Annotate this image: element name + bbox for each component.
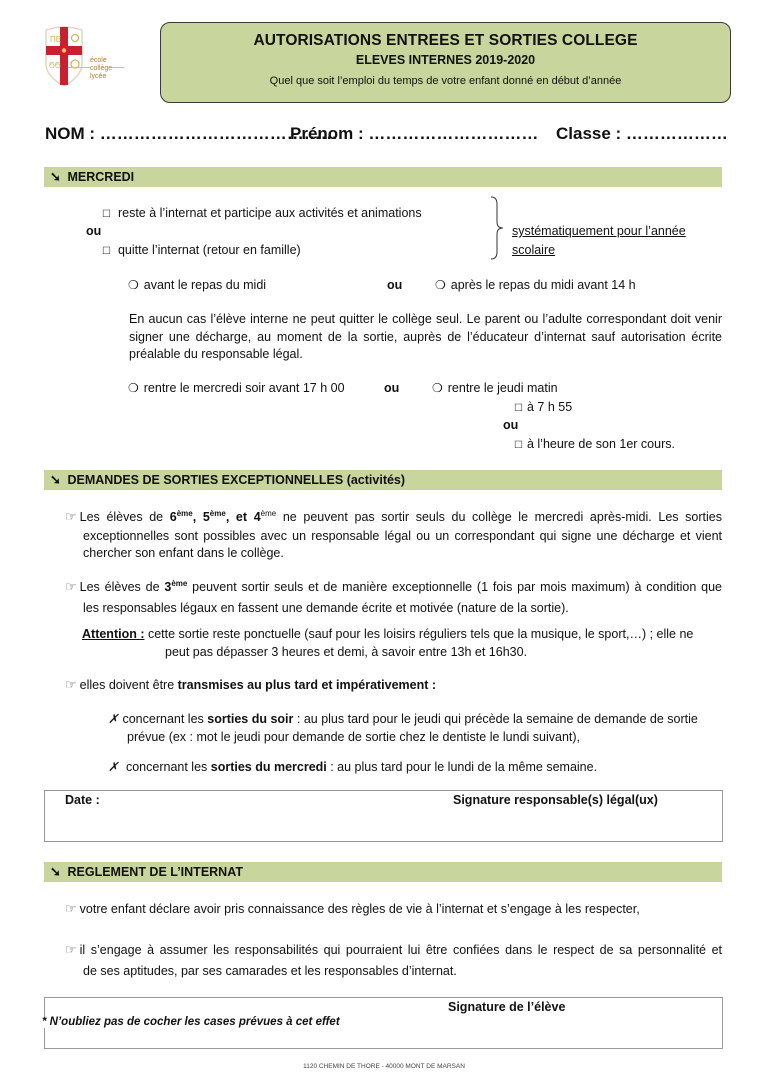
text: : au plus tard pour le jeudi qui précède la semaine de demande de sortie	[293, 712, 698, 726]
pointing-hand-icon: ☞	[65, 509, 77, 525]
pointing-hand-icon: ☞	[65, 677, 77, 692]
mercredi-rule-paragraph: En aucun cas l’élève interne ne peut quitter le collège seul. Le parent ou l’adulte correspondant doit venir signer une décharge, au moment de la sortie, auprès de l’éducateur d’internat sauf autorisation écrite préalable du responsable légal.	[129, 312, 722, 361]
classe-field[interactable]: Classe : ………………	[556, 124, 728, 143]
school-shield-logo-icon	[42, 24, 86, 88]
parent-signature-box[interactable]	[44, 790, 723, 842]
section-reglement-internat	[44, 862, 722, 882]
arrow-down-right-icon: ➘	[50, 864, 61, 879]
radio-apres-repas[interactable]	[435, 278, 636, 292]
pointing-hand-icon: ☞	[65, 901, 77, 916]
rule-3eme	[65, 575, 722, 617]
sep: , et	[225, 510, 254, 525]
document-title: AUTORISATIONS ENTREES ET SORTIES COLLEGE	[253, 32, 638, 49]
pointing-hand-icon: ☞	[65, 942, 77, 957]
radio-avant-repas[interactable]	[128, 278, 266, 292]
or-label: ou	[86, 224, 102, 238]
radio-rentre-jeudi[interactable]	[432, 381, 558, 395]
section-title: MERCREDI	[67, 170, 135, 184]
arrow-down-right-icon: ➘	[50, 169, 61, 184]
text: : au plus tard pour le lundi de la même semaine.	[326, 760, 598, 774]
text-line: chercher son enfant dans le collège.	[83, 546, 284, 561]
text: il s’engage à assumer les responsabilités qui pourraient lui être confiées dans le respect de sa personnalité et	[79, 943, 722, 957]
option-label: avant le repas du midi	[143, 278, 267, 292]
grade-6: 6	[169, 510, 177, 525]
rule-transmission	[65, 677, 436, 693]
parent-signature-label: Signature responsable(s) légal(ux)	[453, 793, 658, 807]
grade-3: 3	[164, 580, 172, 595]
option-premier-cours[interactable]	[514, 437, 675, 451]
section-title: REGLEMENT DE L’INTERNAT	[67, 865, 243, 879]
svg-text:ПЕ: ПЕ	[50, 35, 62, 44]
brace-note-line2: scolaire	[512, 243, 556, 257]
rule-6-5-4	[65, 505, 722, 563]
arrow-down-right-icon: ➘	[50, 472, 61, 487]
checkbox-icon[interactable]: ☐	[102, 209, 111, 220]
text: concernant les	[125, 760, 211, 774]
grade-4: 4	[253, 510, 261, 525]
title-banner	[160, 22, 731, 103]
document-subtitle: ELEVES INTERNES 2019-2020	[355, 53, 536, 67]
option-reste-internat[interactable]	[102, 206, 422, 220]
sup: ème	[209, 509, 226, 518]
radio-icon[interactable]: ❍	[435, 278, 446, 292]
nom-field[interactable]: NOM : ……………………………………	[45, 124, 338, 143]
logo-line-ecole: école	[90, 57, 107, 64]
checkbox-icon[interactable]: ☐	[514, 440, 523, 451]
text: cette sortie reste ponctuelle (sauf pour les loisirs réguliers tels que la musique, le sport,…) ; elle ne	[144, 627, 694, 641]
section-title: DEMANDES DE SORTIES EXCEPTIONNELLES (activités)	[67, 473, 406, 487]
option-label: à l’heure de son 1er cours.	[526, 437, 675, 451]
reminder-note: * N’oubliez pas de cocher les cases prévues à cet effet	[42, 1016, 340, 1028]
rule-responsabilites	[65, 941, 722, 980]
item-sorties-soir	[108, 711, 728, 746]
sup: ème	[171, 579, 188, 588]
curly-brace-icon	[490, 196, 504, 260]
option-label: rentre le jeudi matin	[447, 381, 558, 395]
option-label: à 7 h 55	[526, 400, 573, 414]
option-label: après le repas du midi avant 14 h	[450, 278, 636, 292]
text-line: les responsables légaux en fassent une demande écrite et motivée (nature de la sortie).	[83, 600, 569, 615]
or-label: ou	[387, 278, 403, 292]
cross-mark-icon: ✗	[108, 712, 119, 726]
pointing-hand-icon: ☞	[65, 579, 77, 595]
text-line: de ses aptitudes, par ses camarades et les responsables d’internat.	[83, 963, 457, 978]
text-bold: sorties du mercredi	[210, 760, 327, 774]
section-sorties-exceptionnelles	[44, 470, 722, 490]
option-quitte-internat[interactable]	[102, 243, 301, 257]
logo-line-college: collège	[90, 65, 113, 72]
logo-tagline	[90, 57, 112, 81]
item-sorties-mercredi	[108, 759, 597, 774]
section-mercredi	[44, 167, 722, 187]
grade-5: 5	[202, 510, 210, 525]
text-line: prévue (ex : mot le jeudi pour demande de sortie chez le dentiste le lundi suivant),	[127, 729, 581, 744]
radio-rentre-mercredi[interactable]	[128, 381, 345, 395]
checkbox-icon[interactable]: ☐	[102, 246, 111, 257]
option-label: rentre le mercredi soir avant 17 h 00	[143, 381, 345, 395]
text-line: exceptionnelles sont possibles avec un responsable légal ou un correspondant qui signe une décharge et vient	[83, 528, 722, 543]
radio-icon[interactable]: ❍	[128, 278, 139, 292]
brace-note-line1: systématiquement pour l’année	[512, 224, 686, 238]
logo-line-lycee: lycée	[90, 73, 107, 80]
sup: ème	[176, 509, 193, 518]
or-label: ou	[503, 418, 519, 432]
text-line: peut pas dépasser 3 heures et demi, à savoir entre 13h et 16h30.	[165, 644, 528, 659]
text-bold: sorties du soir	[207, 712, 294, 726]
text: Les élèves de	[79, 580, 165, 595]
rule-regles-vie	[65, 901, 640, 917]
option-label: reste à l’internat et participe aux activités et animations	[117, 206, 422, 220]
text: Les élèves de	[79, 510, 170, 525]
or-label: ou	[384, 381, 400, 395]
svg-text:ϬϬ: ϬϬ	[49, 61, 61, 70]
attention-label: Attention :	[82, 627, 145, 641]
radio-icon[interactable]: ❍	[128, 381, 139, 395]
text: peuvent sortir seuls et de manière exceptionnelle (1 fois par mois maximum) à condition que	[187, 580, 722, 595]
sep: ,	[192, 510, 203, 525]
prenom-field[interactable]: Prénom : …………………………	[290, 124, 539, 143]
radio-icon[interactable]: ❍	[432, 381, 443, 395]
student-signature-label: Signature de l’élève	[448, 1000, 566, 1014]
option-7h55[interactable]	[514, 400, 572, 414]
document-note: Quel que soit l’emploi du temps de votre enfant donné en début d’année	[269, 75, 622, 87]
footer-address: 1120 CHEMIN DE THORE - 40000 MONT DE MARSAN	[303, 1063, 465, 1070]
text: votre enfant déclare avoir pris connaissance des règles de vie à l’internat et s’engage à les respecter,	[79, 902, 640, 916]
option-label: quitte l’internat (retour en famille)	[117, 243, 301, 257]
text: elles doivent être	[79, 678, 178, 692]
text: concernant les	[122, 712, 208, 726]
cross-mark-icon: ✗	[108, 760, 119, 774]
text-bold: transmises au plus tard et impérativement :	[177, 678, 437, 692]
sup: ème	[260, 509, 277, 518]
attention-note	[82, 626, 722, 661]
text: ne peuvent pas sortir seuls du collège le mercredi après-midi. Les sorties	[276, 510, 722, 525]
checkbox-icon[interactable]: ☐	[514, 403, 523, 414]
date-label: Date :	[65, 793, 100, 807]
